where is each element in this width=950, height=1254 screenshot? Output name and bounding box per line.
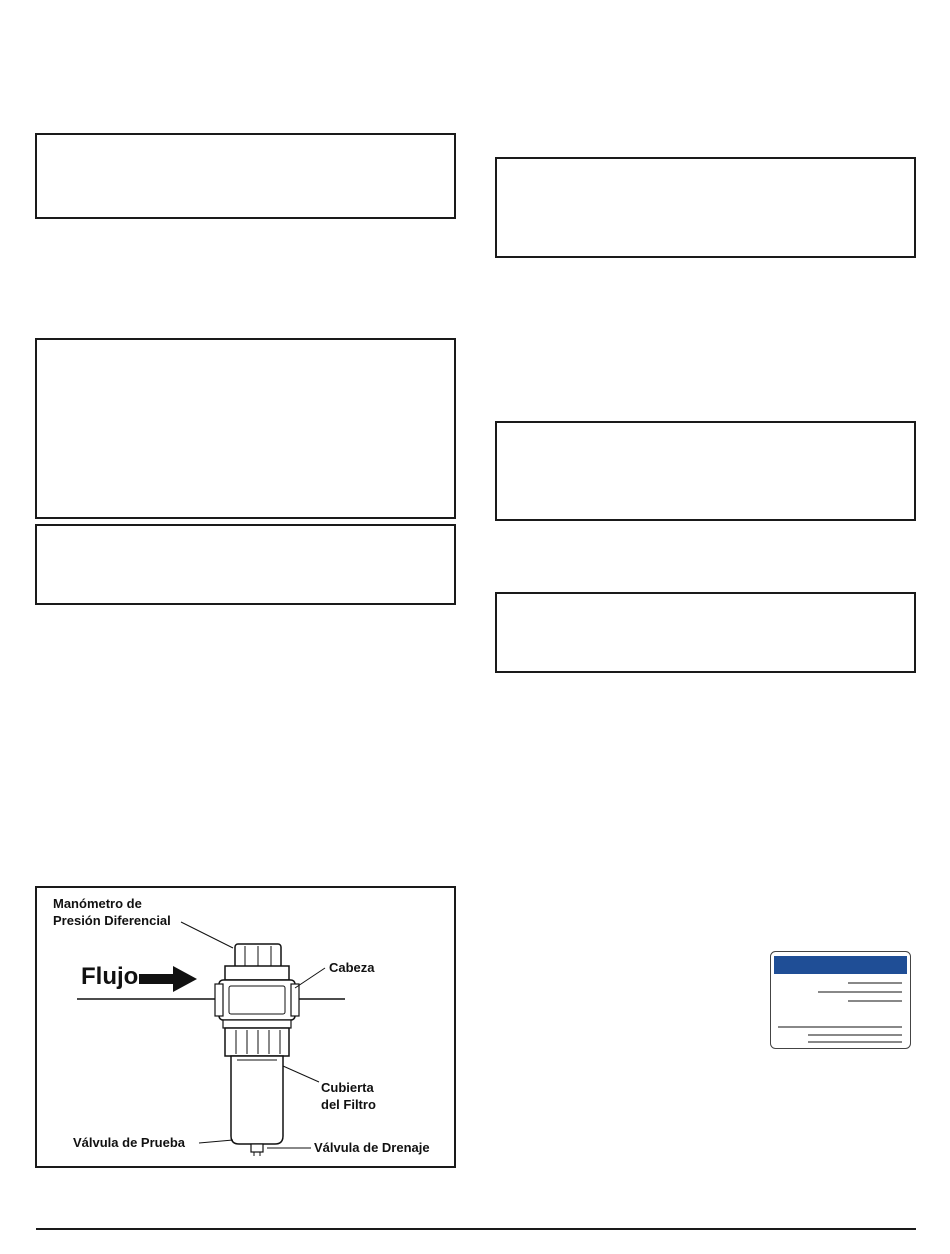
flow-label: Flujo xyxy=(81,963,139,990)
housing-label-line1: Cubierta xyxy=(321,1080,374,1095)
head-label: Cabeza xyxy=(329,960,375,975)
notice-box-5 xyxy=(495,421,916,521)
gauge-label-line1: Manómetro de xyxy=(53,896,142,911)
collar xyxy=(225,1028,289,1056)
filter-diagram-svg xyxy=(37,888,458,1170)
test-valve-label: Válvula de Prueba xyxy=(73,1135,185,1150)
notice-box-2 xyxy=(35,338,456,519)
head-cap xyxy=(225,966,289,980)
notice-box-3 xyxy=(35,524,456,605)
gauge-label-line2: Presión Diferencial xyxy=(53,913,171,928)
filter-diagram xyxy=(35,886,456,1168)
drain-valve xyxy=(251,1144,263,1152)
drain-valve-label: Válvula de Drenaje xyxy=(314,1140,430,1155)
product-label-card xyxy=(770,951,911,1054)
notice-box-4 xyxy=(495,157,916,258)
footer-rule xyxy=(36,1228,916,1230)
flow-arrow-shaft xyxy=(139,974,173,984)
housing-label-line2: del Filtro xyxy=(321,1097,376,1112)
filter-bowl xyxy=(231,1056,283,1144)
notice-box-1 xyxy=(35,133,456,219)
notice-box-6 xyxy=(495,592,916,673)
flow-arrow-head xyxy=(173,966,197,992)
product-label-svg xyxy=(770,951,911,1049)
label-header xyxy=(774,956,907,974)
